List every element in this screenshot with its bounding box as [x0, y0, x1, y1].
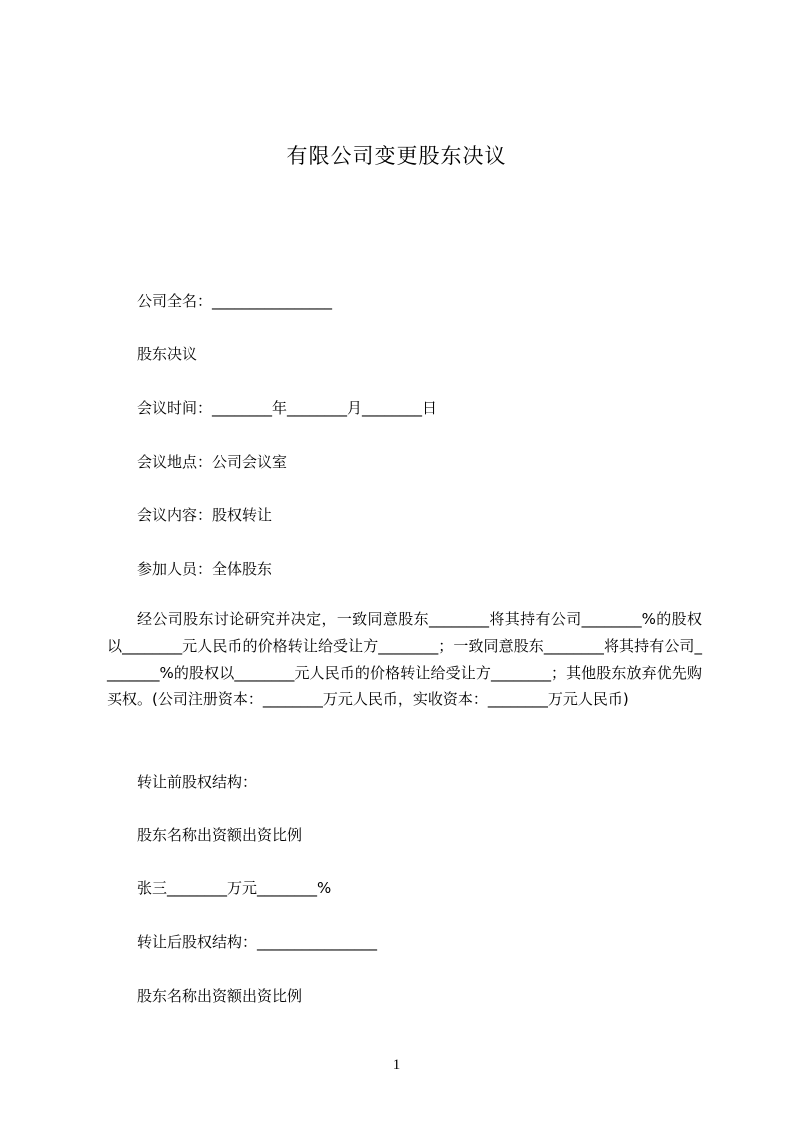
company-name-line: 公司全名：________________: [137, 292, 333, 310]
meeting-time-line: 会议时间：________年________月________日: [137, 399, 438, 417]
attendees-line: 参加人员：全体股东: [137, 560, 273, 578]
resolution-paragraph: 经公司股东讨论研究并决定，一致同意股东________将其持有公司________%的股权以________元人民币的价格转让给受让方________；一致同意股东________将其持有公司________%的股权以________元人民币的价格转让给受让方________；其他股东放弃优先购买权。(公司注册资本：________万元人民币，实收资本：________万元人民币): [107, 610, 702, 709]
document-title: 有限公司变更股东决议: [286, 144, 507, 168]
meeting-place-line: 会议地点：公司会议室: [137, 453, 288, 471]
meeting-content-line: 会议内容：股权转让: [137, 506, 273, 524]
page-number: 1: [392, 1057, 401, 1073]
before-structure-columns: 股东名称出资额出资比例: [137, 826, 303, 844]
after-structure-heading: 转让后股权结构：________________: [137, 933, 378, 951]
resolution-label: 股东决议: [137, 345, 198, 363]
before-structure-heading: 转让前股权结构：: [137, 773, 258, 791]
before-structure-row: 张三________万元________%: [137, 879, 332, 897]
after-structure-columns: 股东名称出资额出资比例: [137, 987, 303, 1005]
